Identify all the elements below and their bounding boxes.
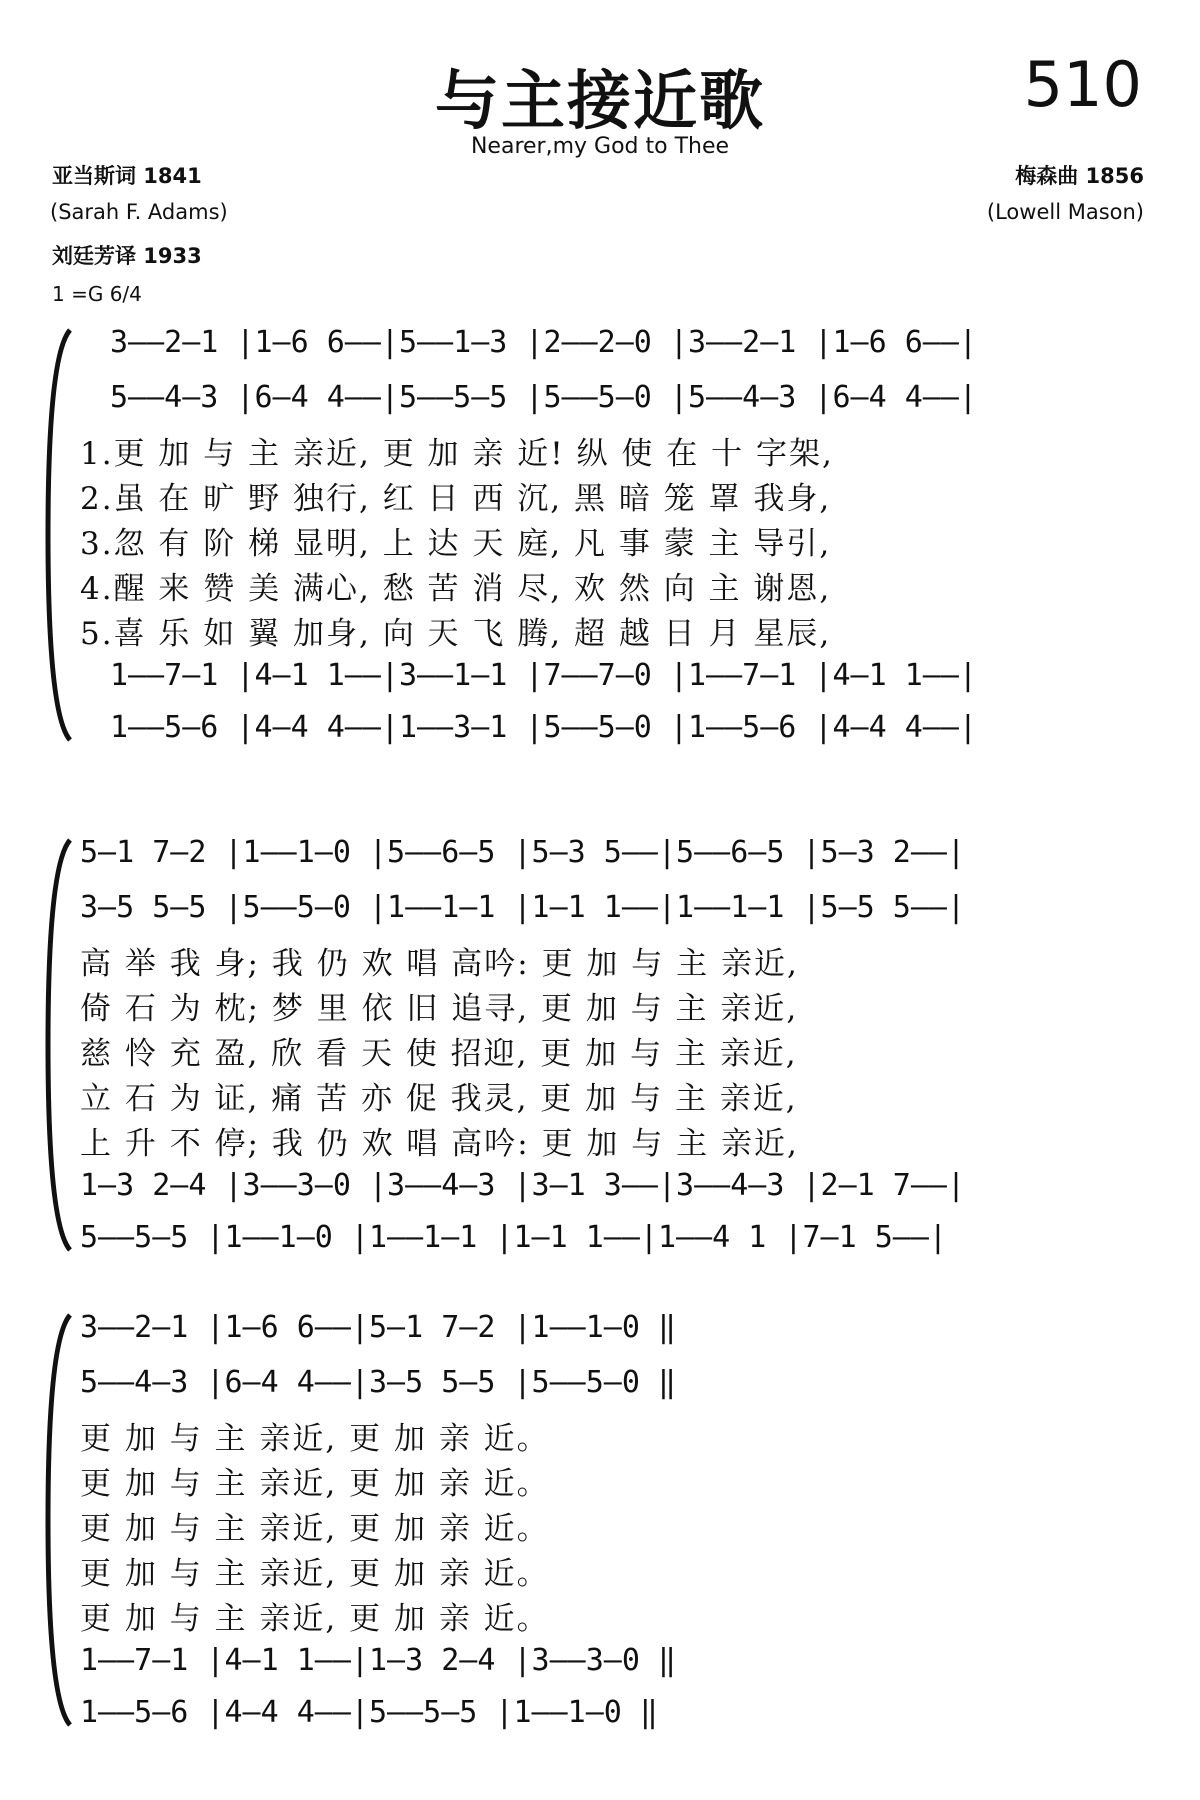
composer-credit: 梅森曲 1856: [1015, 164, 1144, 188]
hymn-title: 与主接近歌: [435, 65, 765, 139]
composer-original-name: (Lowell Mason): [986, 200, 1144, 224]
bass-line: 5——5—5 |1——1—0 |1——1—1 |1—1 1——|1——4 1 |7—1 5——|: [80, 1220, 947, 1255]
verse-1-lyrics: 更 加 与 主 亲近, 更 加 亲 近。: [80, 1421, 550, 1457]
key-signature: 1 =G 6/4: [52, 282, 142, 306]
tenor-line: 1——7—1 |4—1 1——|1—3 2—4 |3——3—0 ‖: [80, 1643, 677, 1678]
bass-line: 1——5—6 |4—4 4——|1——3—1 |5——5—0 |1——5—6 |4—4 4——|: [110, 710, 977, 745]
verse-5-lyrics: 5.喜 乐 如 翼 加身, 向 天 飞 腾, 超 越 日 月 星辰,: [80, 616, 832, 652]
alto-line: 5——4—3 |6—4 4——|3—5 5—5 |5——5—0 ‖: [80, 1365, 677, 1400]
system-bracket: [40, 835, 80, 1255]
hymn-number: 510: [1023, 48, 1142, 121]
system-bracket: [40, 325, 80, 745]
verse-2-lyrics: 更 加 与 主 亲近, 更 加 亲 近。: [80, 1466, 550, 1502]
soprano-line: 5—1 7—2 |1——1—0 |5——6—5 |5—3 5——|5——6—5 |5—3 2——|: [80, 835, 966, 870]
soprano-line: 3——2—1 |1—6 6——|5—1 7—2 |1——1—0 ‖: [80, 1310, 677, 1345]
alto-line: 3—5 5—5 |5——5—0 |1——1—1 |1—1 1——|1——1—1 |5—5 5——|: [80, 890, 966, 925]
soprano-line: 3——2—1 |1—6 6——|5——1—3 |2——2—0 |3——2—1 |1—6 6——|: [110, 325, 977, 360]
verse-3-lyrics: 慈 怜 充 盈, 欣 看 天 使 招迎, 更 加 与 主 亲近,: [80, 1036, 798, 1072]
verse-2-lyrics: 倚 石 为 枕; 梦 里 依 旧 追寻, 更 加 与 主 亲近,: [80, 991, 799, 1027]
verse-3-lyrics: 3.忽 有 阶 梯 显明, 上 达 天 庭, 凡 事 蒙 主 导引,: [80, 526, 832, 562]
translator-credit: 刘廷芳译 1933: [52, 244, 202, 268]
verse-4-lyrics: 更 加 与 主 亲近, 更 加 亲 近。: [80, 1556, 550, 1592]
hymn-subtitle: Nearer,my God to Thee: [470, 134, 730, 159]
lyricist-original-name: (Sarah F. Adams): [50, 200, 228, 224]
verse-5-lyrics: 更 加 与 主 亲近, 更 加 亲 近。: [80, 1601, 550, 1637]
verse-4-lyrics: 4.醒 来 赞 美 满心, 愁 苦 消 尽, 欢 然 向 主 谢恩,: [80, 571, 832, 607]
tenor-line: 1——7—1 |4—1 1——|3——1—1 |7——7—0 |1——7—1 |4—1 1——|: [110, 658, 977, 693]
alto-line: 5——4—3 |6—4 4——|5——5—5 |5——5—0 |5——4—3 |6—4 4——|: [110, 380, 977, 415]
verse-5-lyrics: 上 升 不 停; 我 仍 欢 唱 高吟: 更 加 与 主 亲近,: [80, 1126, 799, 1162]
verse-4-lyrics: 立 石 为 证, 痛 苦 亦 促 我灵, 更 加 与 主 亲近,: [80, 1081, 798, 1117]
verse-2-lyrics: 2.虽 在 旷 野 独行, 红 日 西 沉, 黑 暗 笼 罩 我身,: [80, 481, 832, 517]
verse-1-lyrics: 1.更 加 与 主 亲近, 更 加 亲 近! 纵 使 在 十 字架,: [80, 436, 834, 472]
tenor-line: 1—3 2—4 |3——3—0 |3——4—3 |3—1 3——|3——4—3 |2—1 7——|: [80, 1168, 966, 1203]
lyricist-credit: 亚当斯词 1841: [52, 164, 202, 188]
system-bracket: [40, 1310, 80, 1730]
verse-3-lyrics: 更 加 与 主 亲近, 更 加 亲 近。: [80, 1511, 550, 1547]
bass-line: 1——5—6 |4—4 4——|5——5—5 |1——1—0 ‖: [80, 1695, 658, 1730]
verse-1-lyrics: 高 举 我 身; 我 仍 欢 唱 高吟: 更 加 与 主 亲近,: [80, 946, 799, 982]
